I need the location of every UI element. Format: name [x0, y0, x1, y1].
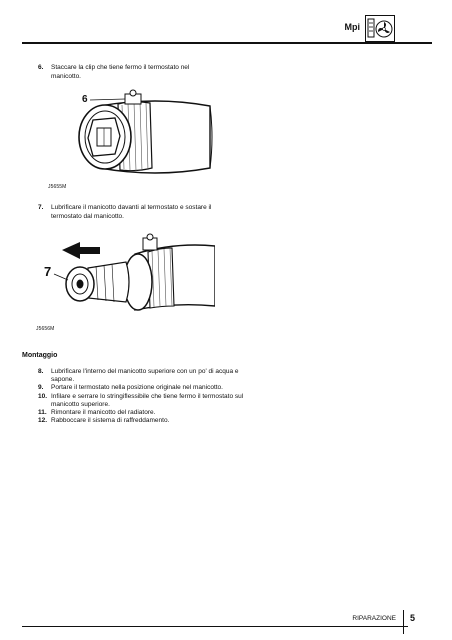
- step-number: 7.: [38, 204, 44, 211]
- figure-code: J5656M: [36, 326, 55, 332]
- header-rule: [22, 42, 432, 44]
- step-number: 11.: [38, 409, 47, 417]
- footer-section-label: RIPARAZIONE: [352, 615, 396, 622]
- list-item: [38, 384, 258, 392]
- step-text: Staccare la clip che tiene fermo il termostato nel manicotto.: [51, 64, 190, 80]
- figure-callout: 6: [82, 94, 88, 105]
- step-number: 10.: [38, 392, 48, 400]
- figure-code: J5655M: [48, 184, 67, 190]
- list-item: [38, 368, 258, 384]
- step-7: [38, 204, 218, 221]
- list-item: [38, 417, 258, 425]
- section-heading: Montaggio: [22, 352, 58, 359]
- footer-divider: [403, 610, 404, 634]
- radiator-fan-icon: [365, 15, 395, 42]
- list-item: [38, 393, 258, 409]
- step-text: Rabboccare il sistema di raffreddamento.: [51, 417, 170, 425]
- step-text: Lubrificare il manicotto davanti al termostato e sostare il termostato dal manicotto.: [51, 204, 212, 220]
- page-number: 5: [410, 613, 416, 623]
- step-6: [38, 64, 218, 81]
- step-text: Portare il termostato nella posizione originale nel manicotto.: [51, 384, 223, 392]
- footer-rule: [22, 626, 408, 627]
- step-number: 9.: [38, 384, 44, 392]
- step-number: 6.: [38, 64, 44, 71]
- step-text: Lubrificare l'interno del manicotto superiore con un po' di acqua e sapone.: [51, 368, 239, 384]
- list-item: [38, 409, 258, 417]
- step-text: Rimontare il manicotto del radiatore.: [51, 409, 156, 417]
- step-text: Infilare e serrare lo stringiflessibile che tiene fermo il termostato sul manicotto superiore.: [51, 392, 244, 408]
- step-number: 8.: [38, 368, 44, 375]
- step-number: 12.: [38, 417, 48, 425]
- header-title: Mpi: [344, 22, 360, 32]
- figure-thermostat-removal: [40, 232, 215, 324]
- figure-callout: 7: [44, 264, 52, 279]
- assembly-steps-list: [38, 368, 258, 425]
